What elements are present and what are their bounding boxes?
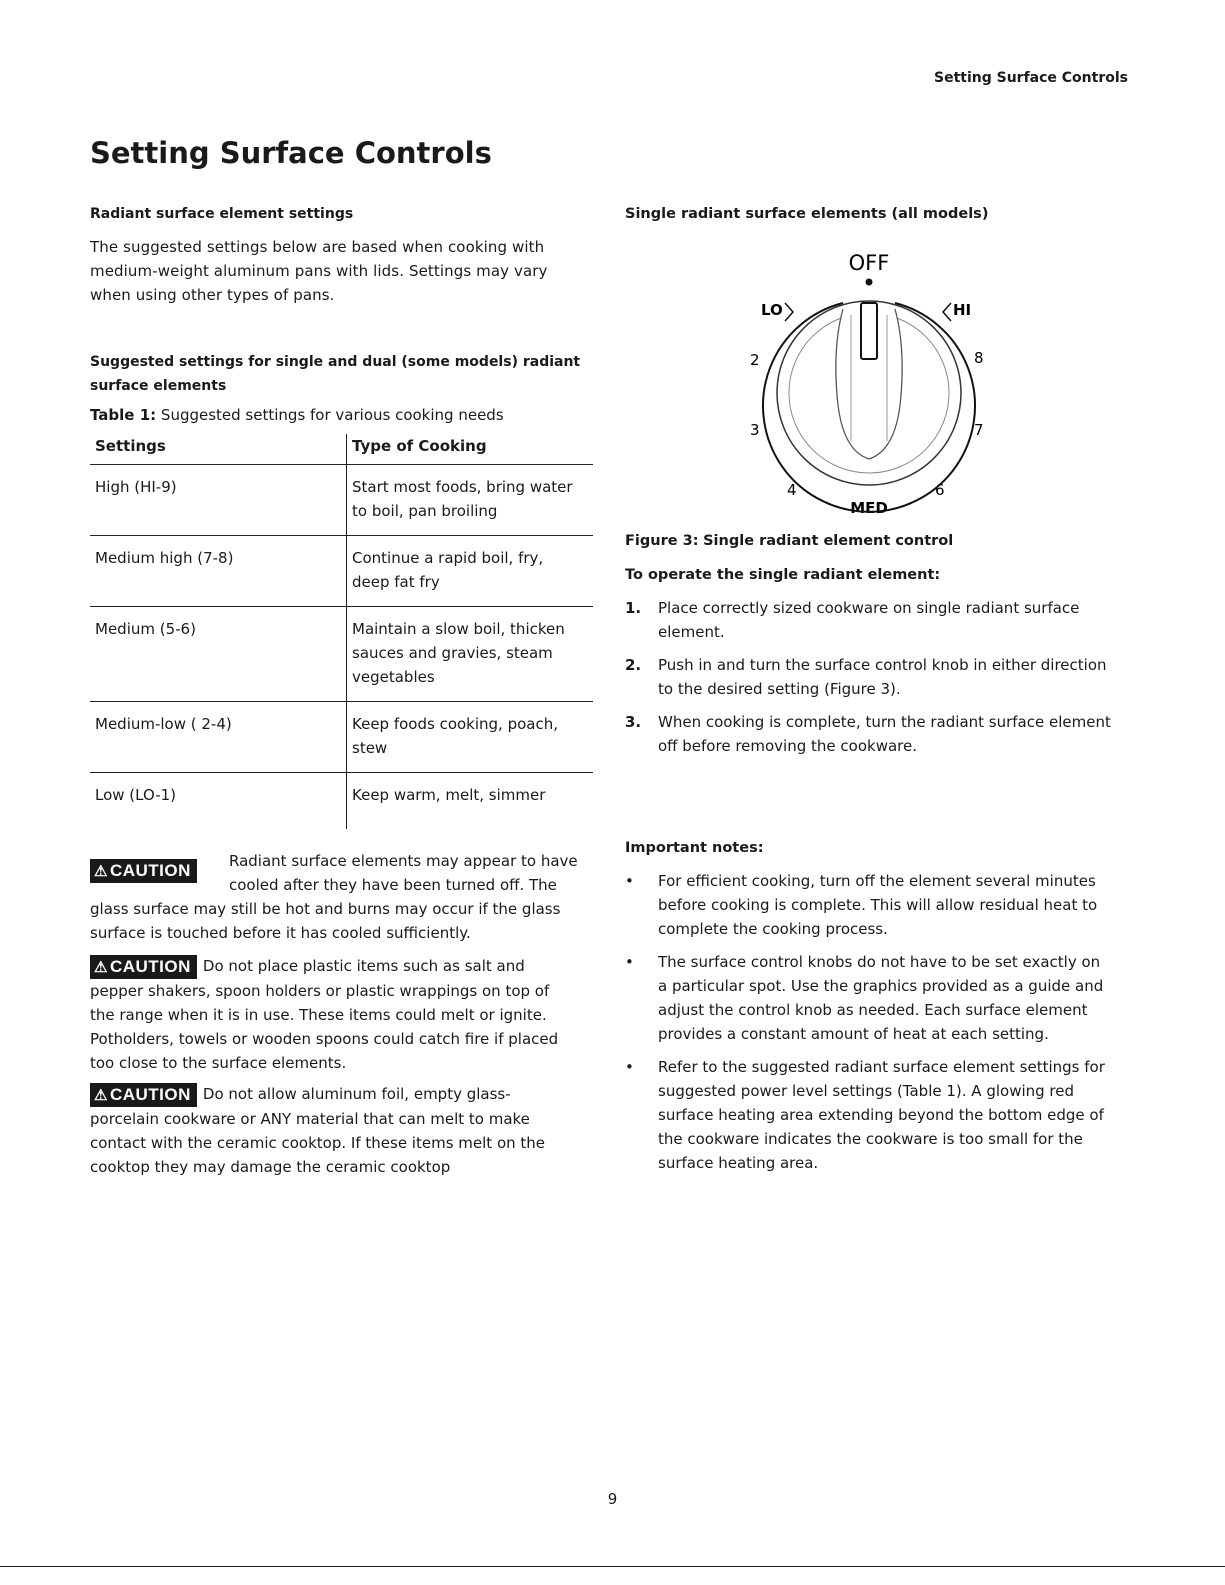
caution-badge — [90, 955, 197, 979]
caution-label: CAUTION — [109, 956, 191, 976]
knob-indicator — [861, 303, 877, 359]
table-row — [90, 465, 593, 536]
steps-list — [625, 596, 1125, 758]
note-line: suggested power level settings (Table 1). A glowing red — [658, 1082, 1075, 1100]
hi-pointer-icon — [943, 303, 951, 321]
cooking-line: vegetables — [352, 668, 435, 686]
step-number: 1. — [625, 599, 642, 617]
cell-setting: Medium-low ( 2-4) — [90, 702, 347, 773]
right-section-heading — [625, 202, 1125, 226]
warning-triangle-icon: ⚠ — [94, 958, 108, 976]
caution-badge — [90, 859, 197, 883]
cell-cooking — [347, 536, 594, 607]
note-line: before cooking is complete. This will allow residual heat to — [658, 896, 1098, 914]
caution-label: CAUTION — [109, 861, 191, 880]
list-item — [625, 710, 1125, 758]
left-section-radiant-settings — [90, 202, 595, 226]
col-header-settings: Settings — [90, 434, 347, 465]
intro-line: The suggested settings below are based when cooking with — [90, 238, 545, 256]
table-row — [90, 607, 593, 702]
cell-cooking — [347, 465, 594, 536]
caution-line: contact with the ceramic cooktop. If these items melt on the — [90, 1133, 546, 1152]
col-header-type-of-cooking: Type of Cooking — [347, 434, 594, 465]
figure-caption-label: Figure 3: — [625, 533, 699, 549]
dial-label-4: 4 — [787, 481, 797, 499]
table-row — [90, 536, 593, 607]
lo-pointer-icon — [785, 303, 793, 321]
caution-line: pepper shakers, spoon holders or plastic wrappings on top of — [90, 981, 550, 1000]
step-number: 2. — [625, 656, 642, 674]
note-line: surface heating area. — [658, 1154, 819, 1172]
step-line: When cooking is complete, turn the radiant surface element — [658, 713, 1111, 731]
note-line: adjust the control knob as needed. Each surface element — [658, 1001, 1088, 1019]
cell-setting: Medium high (7-8) — [90, 536, 347, 607]
cell-setting: High (HI-9) — [90, 465, 347, 536]
section-heading-suggested-settings — [90, 350, 595, 398]
cooking-line: stew — [352, 739, 388, 757]
section-heading-single-radiant: Single radiant surface elements (all models) — [625, 206, 989, 222]
dial-label-med: MED — [850, 499, 888, 517]
caution-line: surface is touched before it has cooled sufficiently. — [90, 924, 471, 942]
cooking-line: sauces and gravies, steam — [352, 644, 553, 662]
dial-label-8: 8 — [974, 349, 984, 367]
step-line: Place correctly sized cookware on single radiant surface — [658, 599, 1080, 617]
operate-heading-wrap — [625, 563, 1125, 587]
bullet: • — [625, 1058, 634, 1076]
important-notes — [625, 869, 1125, 1175]
cell-cooking — [347, 773, 594, 830]
cell-setting: Low (LO-1) — [90, 773, 347, 830]
step-line: Push in and turn the surface control knob in either direction — [658, 656, 1107, 674]
list-item — [625, 1055, 1125, 1175]
settings-table-wrap — [90, 434, 593, 829]
dial-label-7: 7 — [974, 421, 984, 439]
cell-setting: Medium (5-6) — [90, 607, 347, 702]
note-line: For efficient cooking, turn off the element several minutes — [658, 872, 1096, 890]
note-line: complete the cooking process. — [658, 920, 888, 938]
caution-line — [90, 954, 595, 979]
list-item — [625, 950, 1125, 1046]
note-line: The surface control knobs do not have to be set exactly on — [658, 953, 1101, 971]
operate-steps — [625, 596, 1125, 758]
bullet: • — [625, 953, 634, 971]
figure-caption-text: Single radiant element control — [703, 533, 954, 549]
cell-cooking — [347, 702, 594, 773]
step-line: off before removing the cookware. — [658, 737, 917, 755]
notes-heading: Important notes: — [625, 840, 764, 856]
caution-badge — [90, 1083, 197, 1107]
page-number: 9 — [607, 1490, 618, 1508]
intro-line: medium-weight aluminum pans with lids. Settings may vary — [90, 262, 548, 280]
cooking-line: Maintain a slow boil, thicken — [352, 620, 565, 638]
notes-heading-wrap — [625, 836, 1125, 860]
table-caption-label: Table 1: — [90, 406, 157, 424]
caution-line: porcelain cookware or ANY material that can melt to make — [90, 1109, 530, 1128]
warning-triangle-icon: ⚠ — [94, 1086, 108, 1104]
caution-text: Do not allow aluminum foil, empty glass- — [202, 1085, 511, 1103]
control-dial-figure — [725, 245, 1025, 525]
table-caption — [90, 403, 595, 427]
caution-line: the range when it is in use. These items could melt or ignite. — [90, 1005, 547, 1024]
notes-list — [625, 869, 1125, 1175]
table-row — [90, 773, 593, 830]
settings-table — [90, 434, 593, 829]
dial-label-off: OFF — [848, 251, 890, 275]
cell-cooking — [347, 607, 594, 702]
dial-label-lo: LO — [761, 301, 783, 319]
bullet: • — [625, 872, 634, 890]
caution-block-2 — [90, 954, 595, 1075]
cooking-line: Continue a rapid boil, fry, — [352, 549, 544, 567]
section-heading-radiant-settings: Radiant surface element settings — [90, 206, 354, 222]
list-item — [625, 653, 1125, 701]
caution-block-3 — [90, 1082, 595, 1179]
cooking-line: Keep warm, melt, simmer — [352, 786, 546, 804]
step-line: to the desired setting (Figure 3). — [658, 680, 901, 698]
dial-label-3: 3 — [750, 421, 760, 439]
figure-caption — [625, 529, 1125, 553]
running-header: Setting Surface Controls — [934, 70, 1128, 86]
caution-line: Potholders, towels or wooden spoons could catch fire if placed — [90, 1029, 559, 1048]
step-line: element. — [658, 623, 725, 641]
caution-line: cooled after they have been turned off. The — [229, 876, 557, 894]
caution-line: too close to the surface elements. — [90, 1053, 347, 1072]
note-line: surface heating area extending beyond the bottom edge of — [658, 1106, 1104, 1124]
table-row — [90, 702, 593, 773]
warning-triangle-icon: ⚠ — [94, 863, 108, 880]
note-line: provides a constant amount of heat at each setting. — [658, 1025, 1049, 1043]
caution-line — [90, 1082, 595, 1107]
caution-label: CAUTION — [109, 1084, 191, 1104]
heading-line: Suggested settings for single and dual (some models) radiant — [90, 354, 581, 370]
note-line: the cookware indicates the cookware is too small for the — [658, 1130, 1083, 1148]
caution-block-1 — [90, 849, 595, 945]
dial-off-dot — [866, 279, 873, 286]
dial-label-hi: HI — [953, 301, 972, 319]
caution-line: cooktop they may damage the ceramic cooktop — [90, 1157, 451, 1176]
note-line: a particular spot. Use the graphics provided as a guide and — [658, 977, 1104, 995]
step-number: 3. — [625, 713, 642, 731]
operate-heading: To operate the single radiant element: — [625, 567, 941, 583]
intro-paragraph — [90, 235, 595, 307]
caution-line: Radiant surface elements may appear to have — [229, 852, 578, 870]
dial-label-6: 6 — [935, 481, 945, 499]
list-item — [625, 869, 1125, 941]
note-line: Refer to the suggested radiant surface element settings for — [658, 1058, 1105, 1076]
heading-line: surface elements — [90, 378, 227, 394]
page-title: Setting Surface Controls — [90, 136, 492, 170]
cooking-line: to boil, pan broiling — [352, 502, 498, 520]
list-item — [625, 596, 1125, 644]
table-header-row — [90, 434, 593, 465]
cooking-line: Keep foods cooking, poach, — [352, 715, 559, 733]
intro-line: when using other types of pans. — [90, 286, 335, 304]
cooking-line: deep fat fry — [352, 573, 440, 591]
caution-line: glass surface may still be hot and burns may occur if the glass — [90, 900, 561, 918]
cooking-line: Start most foods, bring water — [352, 478, 573, 496]
caution-text: Do not place plastic items such as salt and — [202, 957, 525, 975]
table-caption-text: Suggested settings for various cooking needs — [160, 406, 504, 424]
page-bottom-rule — [0, 1566, 1225, 1567]
dial-label-2: 2 — [750, 351, 760, 369]
